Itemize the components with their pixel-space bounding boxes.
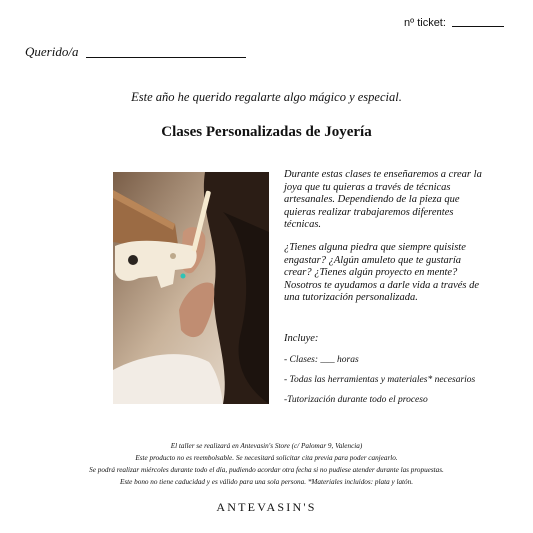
terms-line: Se podrá realizar miércoles durante todo el día, pudiendo acordar otra fecha si no pudiese atender durante las propuestas. [89, 466, 444, 474]
description-paragraph-2: ¿Tienes alguna piedra que siempre quisiste engastar? ¿Algún amuleto que te gustaría crear? ¿Tienes algún proyecto en mente? Nosotros te ayudamos a darle vida a través de una tutorización personalizada. [284, 242, 480, 304]
brand-logo-text: ANTEVASIN'S [216, 500, 317, 514]
description-paragraph-1: Durante estas clases te enseñaremos a crear la joya que tu quieras a través de técnicas artesanales. Dependiendo de la pieza que quieras realizar trabajaremos diferentes técnicas. [284, 169, 482, 231]
includes-item-materials: - Todas las herramientas y materiales* necesarios [284, 375, 476, 385]
ticket-label: nº ticket: [404, 17, 446, 29]
terms-line: Este producto no es reembolsable. Se necesitará solicitar cita previa para poder canjearlo. [135, 454, 398, 462]
terms-line: Este bono no tiene caducidad y es válido para una sola persona. *Materiales incluidos: plata y latón. [119, 478, 414, 486]
recipient-field [25, 44, 246, 60]
recipient-blank-line [86, 45, 246, 58]
recipient-label: Querido/a [25, 44, 79, 59]
jewelry-workshop-photo [113, 172, 269, 404]
ticket-blank-line [452, 16, 504, 27]
ticket-number-field [404, 16, 504, 29]
page-title: Clases Personalizadas de Joyería [161, 124, 372, 140]
terms-footer [0, 440, 533, 488]
includes-item-hours: - Clases: ___ horas [284, 355, 359, 365]
terms-line: El taller se realizará en Antevasin's Store (c/ Palomar 9, Valencia) [170, 442, 363, 450]
includes-item-tutoring: -Tutorización durante todo el proceso [284, 395, 428, 405]
intro-text: Este año he querido regalarte algo mágico y especial. [131, 90, 402, 104]
includes-heading: Incluye: [284, 333, 319, 344]
